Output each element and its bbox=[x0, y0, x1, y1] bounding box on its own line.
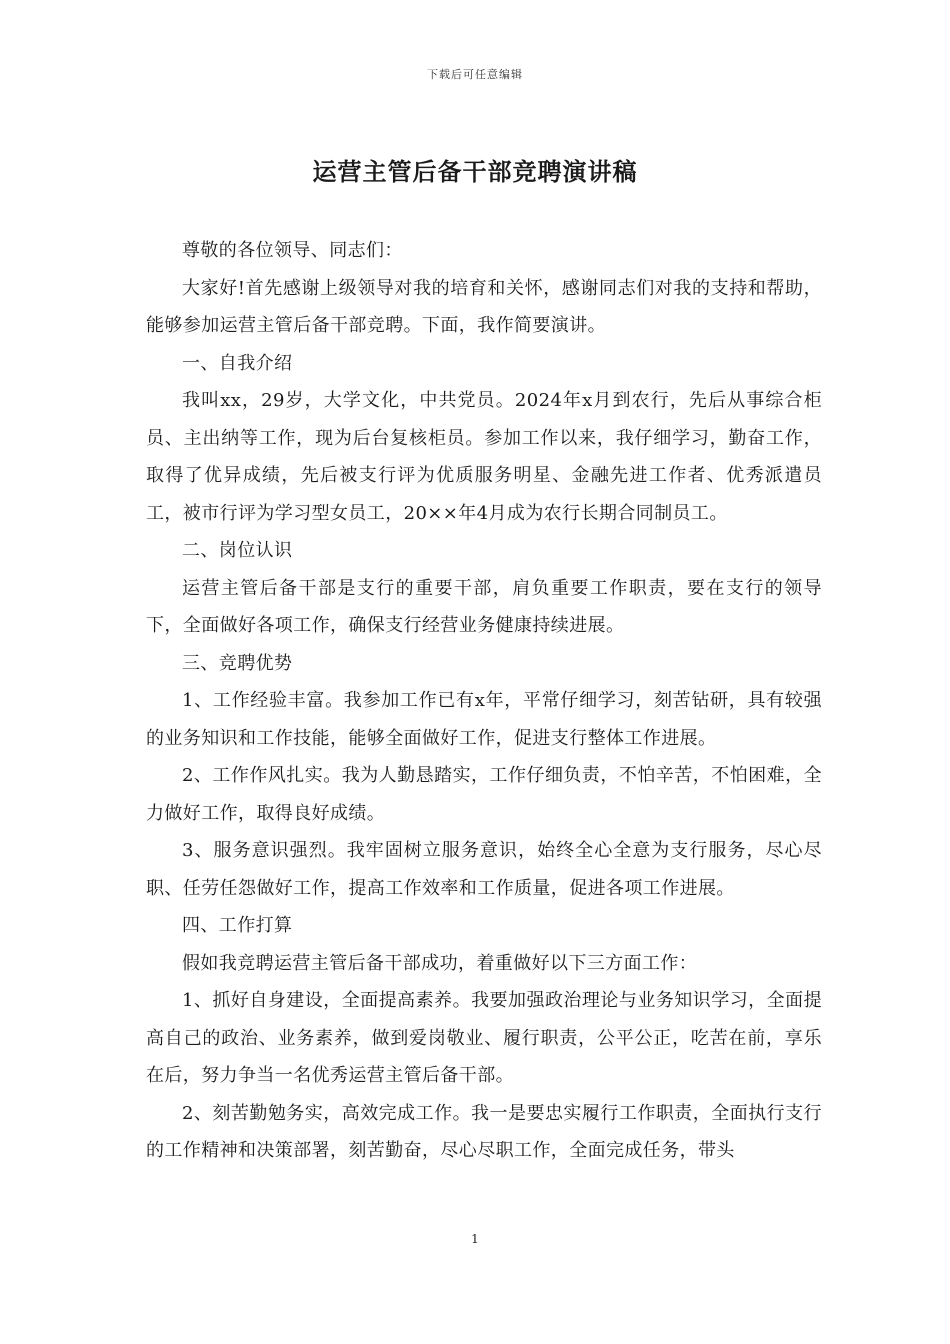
document-title: 运营主管后备干部竞聘演讲稿 bbox=[312, 157, 638, 186]
paragraph-plan-2: 2、刻苦勤勉务实，高效完成工作。我一是要忠实履行工作职责，全面执行支行的工作精神和决策部署，刻苦勤奋，尽心尽职工作，全面完成任务，带头 bbox=[146, 1102, 822, 1161]
page-number: 1 bbox=[471, 1232, 479, 1246]
section-heading-self-intro: 一、自我介绍 bbox=[182, 352, 293, 374]
paragraph-position: 运营主管后备干部是支行的重要干部，肩负重要工作职责，要在支行的领导下，全面做好各项工作，确保支行经营业务健康持续进展。 bbox=[146, 577, 822, 636]
paragraph-advantage-1: 1、工作经验丰富。我参加工作已有x年，平常仔细学习，刻苦钻研，具有较强的业务知识和工作技能，能够全面做好工作，促进支行整体工作进展。 bbox=[146, 690, 822, 749]
section-heading-advantages: 三、竞聘优势 bbox=[182, 652, 293, 674]
paragraph-greeting: 大家好!首先感谢上级领导对我的培育和关怀，感谢同志们对我的支持和帮助，能够参加运营主管后备干部竞聘。下面，我作简要演讲。 bbox=[146, 277, 822, 336]
paragraph-salutation: 尊敬的各位领导、同志们： bbox=[182, 240, 403, 261]
header-note: 下载后可任意编辑 bbox=[427, 68, 523, 81]
paragraph-self-intro: 我叫xx，29岁，大学文化，中共党员。2024年x月到农行，先后从事综合柜员、主出纳等工作，现为后台复核柜员。参加工作以来，我仔细学习，勤奋工作，取得了优异成绩，先后被支行评为优质服务明星、金融先进工作者、优秀派遣员工，被市行评为学习型女员工，20××年4月成为农行长期合同制员工。 bbox=[146, 390, 822, 524]
paragraph-plans-intro: 假如我竞聘运营主管后备干部成功，着重做好以下三方面工作： bbox=[182, 952, 698, 974]
paragraph-advantage-3: 3、服务意识强烈。我牢固树立服务意识，始终全心全意为支行服务，尽心尽职、任劳任怨做好工作，提高工作效率和工作质量，促进各项工作进展。 bbox=[146, 840, 822, 899]
paragraph-plan-1: 1、抓好自身建设，全面提高素养。我要加强政治理论与业务知识学习，全面提高自己的政治、业务素养，做到爱岗敬业、履行职责，公平公正，吃苦在前，享乐在后，努力争当一名优秀运营主管后备干部。 bbox=[146, 990, 822, 1086]
section-heading-position: 二、岗位认识 bbox=[182, 540, 293, 561]
section-heading-plans: 四、工作打算 bbox=[182, 915, 293, 936]
paragraph-advantage-2: 2、工作作风扎实。我为人勤恳踏实，工作仔细负责，不怕辛苦，不怕困难，全力做好工作，取得良好成绩。 bbox=[146, 765, 822, 824]
document-body bbox=[146, 232, 822, 1170]
